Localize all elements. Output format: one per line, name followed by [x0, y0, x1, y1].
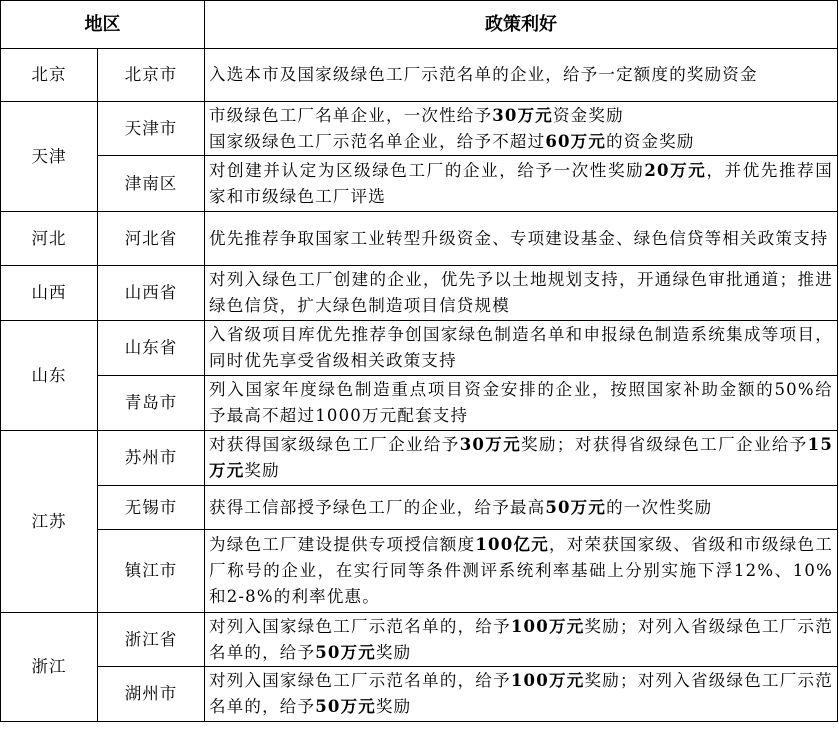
table-row: [1, 321, 838, 376]
policy-text-segment: 入选本市及国家级绿色工厂示范名单的企业，给予一定额度的奖励资金: [209, 65, 758, 84]
policy-text-segment: 奖励；对列入省级绿色工厂示范名单的，给予: [209, 616, 833, 662]
policy-amount: 60万元: [545, 131, 607, 151]
policy-text-segment: 对创建并认定为区级绿色工厂的企业，给予一次性奖励: [209, 160, 645, 180]
policy-text-segment: 的一次性奖励: [606, 497, 713, 517]
policy-text-segment: 对获得国家级绿色工厂企业给予: [209, 435, 460, 454]
policy-text-segment: 优先推荐争取国家工业转型升级资金、专项建设基金、绿色信贷等相关政策支持: [209, 228, 829, 248]
table-row: [1, 431, 838, 486]
policy-cell: [205, 667, 838, 722]
region-cell: 天津: [1, 102, 98, 212]
policy-cell: [205, 156, 838, 212]
region-cell: 河北: [1, 212, 98, 266]
policy-text-segment: 奖励: [375, 642, 412, 662]
region-cell: 山东: [1, 321, 98, 431]
city-cell: 无锡市: [98, 486, 205, 530]
policy-text-segment: 入省级项目库优先推荐争创国家绿色制造名单和申报绿色制造系统集成等项目，同时优先享受省级相关政策支持: [209, 325, 833, 370]
policy-text-segment: 对列入国家绿色工厂示范名单的，给予: [209, 616, 511, 636]
region-cell: 山西: [1, 266, 98, 321]
policy-cell: [205, 486, 838, 530]
policy-amount: 100万元: [510, 671, 585, 690]
policy-text-segment: 获得工信部授予绿色工厂的企业，给予最高: [209, 497, 546, 517]
table-row: [1, 376, 838, 431]
policy-amount: 50万元: [545, 497, 607, 517]
policy-text-segment: 奖励；对获得省级绿色工厂企业给予: [521, 435, 808, 454]
policy-amount: 15万元: [209, 435, 834, 480]
city-cell: 苏州市: [98, 431, 205, 486]
header-region: 地区: [1, 1, 205, 49]
city-cell: 河北省: [98, 212, 205, 266]
policy-cell: [205, 212, 838, 266]
table-row: [1, 530, 838, 613]
table-row: [1, 613, 838, 667]
table-row: [1, 49, 838, 102]
policy-text-segment: 奖励；对列入省级绿色工厂示范名单的，给予: [209, 671, 833, 716]
policy-text-segment: 列入国家年度绿色制造重点项目资金安排的企业，按照国家补助金额的50%给予最高不超过1000万元配套支持: [209, 380, 833, 425]
city-cell: 青岛市: [98, 376, 205, 431]
region-cell: 北京: [1, 49, 98, 102]
header-policy: 政策利好: [205, 1, 838, 49]
policy-text-segment: 对列入绿色工厂创建的企业，优先予以土地规划支持，开通绿色审批通道；推进绿色信贷，扩大绿色制造项目信贷规模: [209, 270, 833, 315]
policy-text-segment: 为绿色工厂建设提供专项授信额度: [209, 535, 476, 554]
table-row: [1, 156, 838, 212]
city-cell: 山西省: [98, 266, 205, 321]
region-cell: 江苏: [1, 431, 98, 613]
policy-text-segment: ，对荣获国家级、省级和市级绿色工厂称号的企业，在实行同等条件测评系统利率基础上分别实施下浮12%、10%和2-8%的利率优惠。: [209, 535, 834, 606]
policy-amount: 20万元: [644, 160, 707, 180]
policy-cell: [205, 613, 838, 667]
policy-cell: [205, 530, 838, 613]
table-row: [1, 486, 838, 530]
policy-cell: [205, 49, 838, 102]
table-row: [1, 266, 838, 321]
policy-cell: [205, 266, 838, 321]
policy-text-segment: 奖励: [375, 697, 412, 716]
policy-cell: [205, 102, 838, 156]
city-cell: 天津市: [98, 102, 205, 156]
policy-text-segment: 的资金奖励: [606, 131, 695, 151]
city-cell: 湖州市: [98, 667, 205, 722]
header-row: [1, 1, 838, 49]
policy-amount: 50万元: [315, 642, 376, 662]
policy-amount: 100万元: [510, 616, 585, 636]
policy-text-segment: 国家级绿色工厂示范名单企业，给予不超过: [209, 131, 546, 151]
table-row: [1, 102, 838, 156]
city-cell: 山东省: [98, 321, 205, 376]
policy-amount: 30万元: [459, 435, 522, 454]
policy-text-segment: 对列入国家绿色工厂示范名单的，给予: [209, 671, 511, 690]
policy-amount: 100亿元: [475, 535, 549, 554]
table-row: [1, 667, 838, 722]
policy-cell: [205, 376, 838, 431]
city-cell: 津南区: [98, 156, 205, 212]
policy-text-segment: 资金奖励: [552, 105, 624, 125]
policy-text-segment: 奖励: [244, 461, 280, 480]
policy-amount: 30万元: [492, 105, 553, 125]
policy-cell: [205, 431, 838, 486]
city-cell: 北京市: [98, 49, 205, 102]
policy-text-segment: ，并优先推荐国家和市级绿色工厂评选: [209, 160, 833, 206]
city-cell: 镇江市: [98, 530, 205, 613]
policy-text-segment: 市级绿色工厂名单企业，一次性给予: [209, 105, 493, 125]
table-row: [1, 212, 838, 266]
region-cell: 浙江: [1, 613, 98, 722]
policy-amount: 50万元: [315, 697, 376, 716]
city-cell: 浙江省: [98, 613, 205, 667]
policy-cell: [205, 321, 838, 376]
